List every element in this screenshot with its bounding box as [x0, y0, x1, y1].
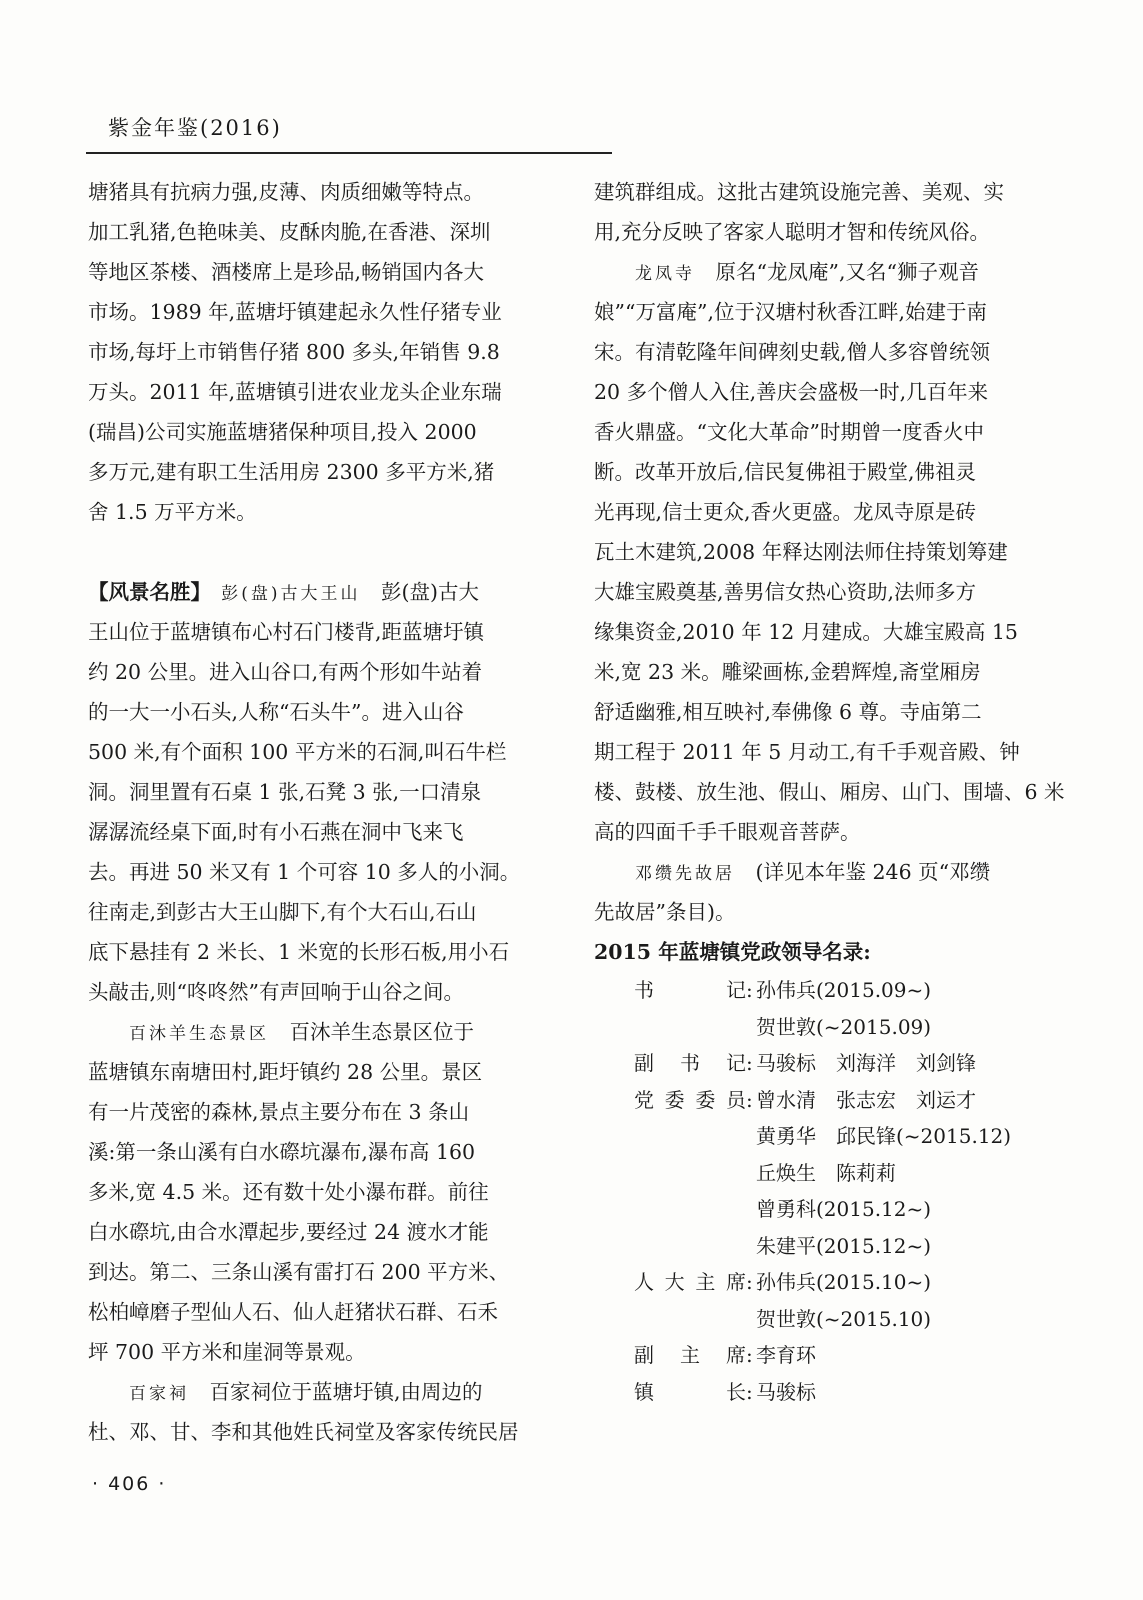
text-line: 往南走,到彭古大王山脚下,有个大石山,石山	[88, 900, 477, 924]
section-spacer	[88, 532, 550, 572]
entry-text: 百家祠位于蓝塘圩镇,由周边的	[209, 1380, 483, 1404]
roster-row	[594, 1191, 1064, 1228]
roster-row	[594, 1228, 1064, 1265]
page-number: · 406 ·	[92, 1473, 167, 1495]
entry-text: 彭(盘)古大	[381, 580, 480, 604]
text-line: 去。再进 50 米又有 1 个可容 10 多人的小洞。	[88, 860, 521, 884]
text-line	[88, 1012, 550, 1052]
text-line: 米,宽 23 米。雕梁画栋,金碧辉煌,斋堂厢房	[594, 660, 981, 684]
entry-text: (详见本年鉴 246 页“邓缵	[755, 860, 991, 884]
text-line: 多米,宽 4.5 米。还有数十处小瀑布群。前往	[88, 1180, 489, 1204]
colon: :	[746, 1270, 753, 1294]
right-column	[594, 172, 1064, 1410]
position-title: 镇长	[634, 1379, 746, 1404]
text-line: 约 20 公里。进入山谷口,有两个形如牛站着	[88, 660, 483, 684]
text-line: 杜、邓、甘、李和其他姓氏祠堂及客家传统民居	[88, 1420, 519, 1444]
leader-names: 孙伟兵(2015.10~)	[756, 1270, 932, 1294]
entry-title: 彭(盘)古大王山	[221, 584, 361, 604]
roster-row	[594, 1155, 1064, 1192]
pig-breed-paragraph	[88, 172, 550, 532]
scenic-entry-longfeng-temple	[594, 252, 1064, 852]
text-line: 有一片茂密的森林,景点主要分布在 3 条山	[88, 1100, 470, 1124]
scenic-entry-deng-zanxian-residence	[594, 852, 1064, 932]
roster-row	[594, 1118, 1064, 1155]
text-line: 断。改革开放后,信民复佛祖于殿堂,佛祖灵	[594, 460, 977, 484]
text-line	[88, 572, 550, 612]
text-line: 楼、鼓楼、放生池、假山、厢房、山门、围墙、6 米	[594, 780, 1065, 804]
text-line: 的一大一小石头,人称“石头牛”。进入山谷	[88, 700, 464, 724]
roster-row	[594, 1337, 1064, 1374]
text-line: 多万元,建有职工生活用房 2300 多平方米,猪	[88, 460, 495, 484]
entry-text: 原名“龙凤庵”,又名“狮子观音	[715, 260, 979, 284]
text-line: 光再现,信士更众,香火更盛。龙凤寺原是砖	[594, 500, 977, 524]
text-line: 头敲击,则“咚咚然”有声回响于山谷之间。	[88, 980, 464, 1004]
text-line: 松柏嶂磨子型仙人石、仙人赶猪状石群、石禾	[88, 1300, 498, 1324]
text-line: 王山位于蓝塘镇布心村石门楼背,距蓝塘圩镇	[88, 620, 485, 644]
text-line: 万头。2011 年,蓝塘镇引进农业龙头企业东瑞	[88, 380, 502, 404]
text-line: 白水磜坑,由合水潭起步,要经过 24 渡水才能	[88, 1220, 489, 1244]
text-line	[88, 1372, 550, 1412]
text-line: 溪:第一条山溪有白水磜坑瀑布,瀑布高 160	[88, 1140, 476, 1164]
colon: :	[746, 1379, 753, 1404]
roster-row	[594, 972, 1064, 1009]
entry-title: 百家祠	[129, 1384, 189, 1404]
text-line: 香火鼎盛。“文化大革命”时期曾一度香火中	[594, 420, 984, 444]
leader-names: 孙伟兵(2015.09~)	[756, 978, 932, 1002]
text-line: 先故居”条目)。	[594, 900, 736, 924]
position-title: 副书记	[634, 1051, 746, 1075]
leader-names: 贺世敦(~2015.10)	[756, 1306, 932, 1331]
colon: :	[746, 1343, 753, 1367]
leaders-heading: 2015 年蓝塘镇党政领导名录:	[594, 940, 871, 964]
colon: :	[746, 1051, 753, 1075]
leader-names: 马骏标	[756, 1379, 816, 1404]
text-line: 潺潺流经桌下面,时有小石燕在洞中飞来飞	[88, 820, 464, 844]
text-line: 加工乳猪,色艳味美、皮酥肉脆,在香港、深圳	[88, 220, 491, 244]
leader-names: 曾勇科(2015.12~)	[756, 1197, 932, 1221]
text-line: 蓝塘镇东南塘田村,距圩镇约 28 公里。景区	[88, 1060, 483, 1084]
leader-names: 丘焕生 陈莉莉	[756, 1160, 896, 1185]
entry-title: 龙凤寺	[635, 264, 695, 284]
text-line: 底下悬挂有 2 米长、1 米宽的长形石板,用小石	[88, 940, 510, 964]
text-line: 期工程于 2011 年 5 月动工,有千手观音殿、钟	[594, 740, 1020, 764]
leader-names: 李育环	[756, 1343, 816, 1367]
scenic-entry-baijiaci	[88, 1372, 550, 1452]
text-line: 舍 1.5 万平方米。	[88, 500, 257, 524]
roster-row	[594, 1045, 1064, 1082]
roster-row	[594, 1009, 1064, 1046]
scenic-entry-baimuyang	[88, 1012, 550, 1372]
text-line: 塘猪具有抗病力强,皮薄、肉质细嫩等特点。	[88, 180, 485, 204]
text-line	[594, 852, 1064, 892]
text-line: 等地区茶楼、酒楼席上是珍品,畅销国内各大	[88, 260, 485, 284]
text-line: 500 米,有个面积 100 平方米的石洞,叫石牛栏	[88, 740, 507, 764]
text-line: 舒适幽雅,相互映衬,奉佛像 6 尊。寺庙第二	[594, 700, 982, 724]
entry-title: 邓缵先故居	[635, 864, 735, 884]
left-column	[88, 172, 550, 1452]
position-title: 书记	[634, 978, 746, 1002]
position-title: 人大主席	[634, 1270, 746, 1294]
leader-names: 马骏标 刘海洋 刘剑锋	[756, 1051, 976, 1075]
text-line: 到达。第二、三条山溪有雷打石 200 平方米、	[88, 1260, 510, 1284]
text-line: 建筑群组成。这批古建筑设施完善、美观、实	[594, 180, 1004, 204]
text-line: 瓦土木建筑,2008 年释达刚法师住持策划筹建	[594, 540, 1008, 564]
position-title: 党委委员	[634, 1087, 746, 1112]
entry-title: 百沐羊生态景区	[129, 1024, 269, 1044]
leaders-roster	[594, 972, 1064, 1410]
colon: :	[746, 978, 753, 1002]
roster-row	[594, 1082, 1064, 1119]
text-line	[594, 252, 1064, 292]
text-line: 20 多个僧人入住,善庆会盛极一时,几百年来	[594, 380, 989, 404]
yearbook-title: 紫金年鉴(2016)	[108, 116, 282, 140]
header-divider	[86, 152, 612, 154]
text-line: 市场。1989 年,蓝塘圩镇建起永久性仔猪专业	[88, 300, 502, 324]
text-line: 缘集资金,2010 年 12 月建成。大雄宝殿高 15	[594, 620, 1018, 644]
roster-row	[594, 1301, 1064, 1338]
leader-names: 贺世敦(~2015.09)	[756, 1014, 932, 1039]
section-heading: 【风景名胜】	[88, 580, 201, 604]
text-line: 洞。洞里置有石桌 1 张,石凳 3 张,一口清泉	[88, 780, 482, 804]
text-line: 娘”“万富庵”,位于汉塘村秋香江畔,始建于南	[594, 300, 987, 324]
entry-text: 百沐羊生态景区位于	[289, 1020, 474, 1044]
baijiaci-continuation	[594, 172, 1064, 252]
text-line: 用,充分反映了客家人聪明才智和传统风俗。	[594, 220, 991, 244]
text-line: 高的四面千手千眼观音菩萨。	[594, 820, 861, 844]
text-line: (瑞昌)公司实施蓝塘猪保种项目,投入 2000	[88, 420, 477, 444]
roster-row	[594, 1264, 1064, 1301]
leader-names: 曾水清 张志宏 刘运才	[756, 1087, 976, 1112]
text-line: 宋。有清乾隆年间碑刻史载,僧人多容曾统领	[594, 340, 991, 364]
text-line: 市场,每圩上市销售仔猪 800 多头,年销售 9.8	[88, 340, 500, 364]
scenic-entry-pangu-mountain	[88, 572, 550, 1012]
leader-names: 黄勇华 邱民锋(~2015.12)	[756, 1124, 1012, 1148]
roster-row	[594, 1374, 1064, 1411]
leader-names: 朱建平(2015.12~)	[756, 1233, 932, 1258]
text-line: 大雄宝殿奠基,善男信女热心资助,法师多方	[594, 580, 977, 604]
colon: :	[746, 1087, 753, 1112]
position-title: 副主席	[634, 1343, 746, 1367]
text-line: 坪 700 平方米和崖洞等景观。	[88, 1340, 366, 1364]
